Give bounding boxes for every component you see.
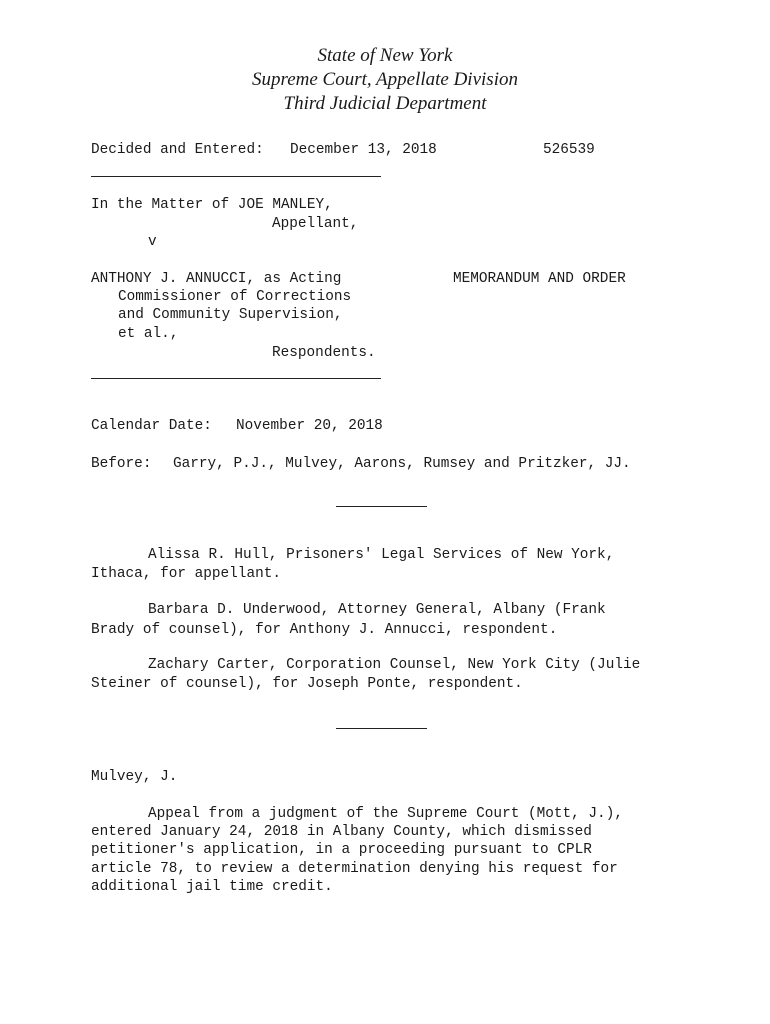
before-judges: Garry, P.J., Mulvey, Aarons, Rumsey and Pritzker, JJ. (173, 456, 631, 472)
matter-line: In the Matter of JOE MANLEY, (91, 197, 333, 213)
respondent-line-1: ANTHONY J. ANNUCCI, as Acting (91, 271, 342, 287)
respondent-line-4: et al., (118, 326, 179, 342)
counsel-line: Ithaca, for appellant. (91, 566, 281, 582)
opinion-line: petitioner's application, in a proceeding pursuant to CPLR (91, 842, 592, 858)
respondents-label: Respondents. (272, 345, 376, 361)
appellant-label: Appellant, (272, 216, 359, 232)
court-name: Supreme Court, Appellate Division (252, 69, 518, 90)
court-department: Third Judicial Department (283, 93, 487, 114)
section-divider (336, 728, 427, 729)
section-divider (336, 506, 427, 507)
docket-number: 526539 (543, 142, 595, 158)
opinion-line: additional jail time credit. (91, 879, 333, 895)
counsel-line: Barbara D. Underwood, Attorney General, Albany (Frank (148, 602, 606, 618)
counsel-line: Zachary Carter, Corporation Counsel, New York City (Julie (148, 657, 641, 673)
counsel-line: Steiner of counsel), for Joseph Ponte, respondent. (91, 676, 523, 692)
opinion-line: article 78, to review a determination denying his request for (91, 861, 618, 877)
opinion-line: Appeal from a judgment of the Supreme Court (Mott, J.), (148, 806, 623, 822)
opinion-author: Mulvey, J. (91, 769, 178, 785)
counsel-line: Brady of counsel), for Anthony J. Annucci, respondent. (91, 622, 558, 638)
counsel-line: Alissa R. Hull, Prisoners' Legal Services of New York, (148, 547, 615, 563)
decided-label: Decided and Entered: (91, 142, 264, 158)
calendar-date: November 20, 2018 (236, 418, 383, 434)
caption-bottom-rule (91, 378, 381, 379)
court-state: State of New York (317, 45, 453, 66)
calendar-label: Calendar Date: (91, 418, 212, 434)
document-title: MEMORANDUM AND ORDER (453, 271, 626, 287)
caption-top-rule (91, 176, 381, 177)
decided-date: December 13, 2018 (290, 142, 437, 158)
opinion-line: entered January 24, 2018 in Albany County, which dismissed (91, 824, 592, 840)
respondent-line-3: and Community Supervision, (118, 307, 343, 323)
respondent-line-2: Commissioner of Corrections (118, 289, 352, 305)
before-label: Before: (91, 456, 152, 472)
versus-label: v (148, 234, 157, 250)
